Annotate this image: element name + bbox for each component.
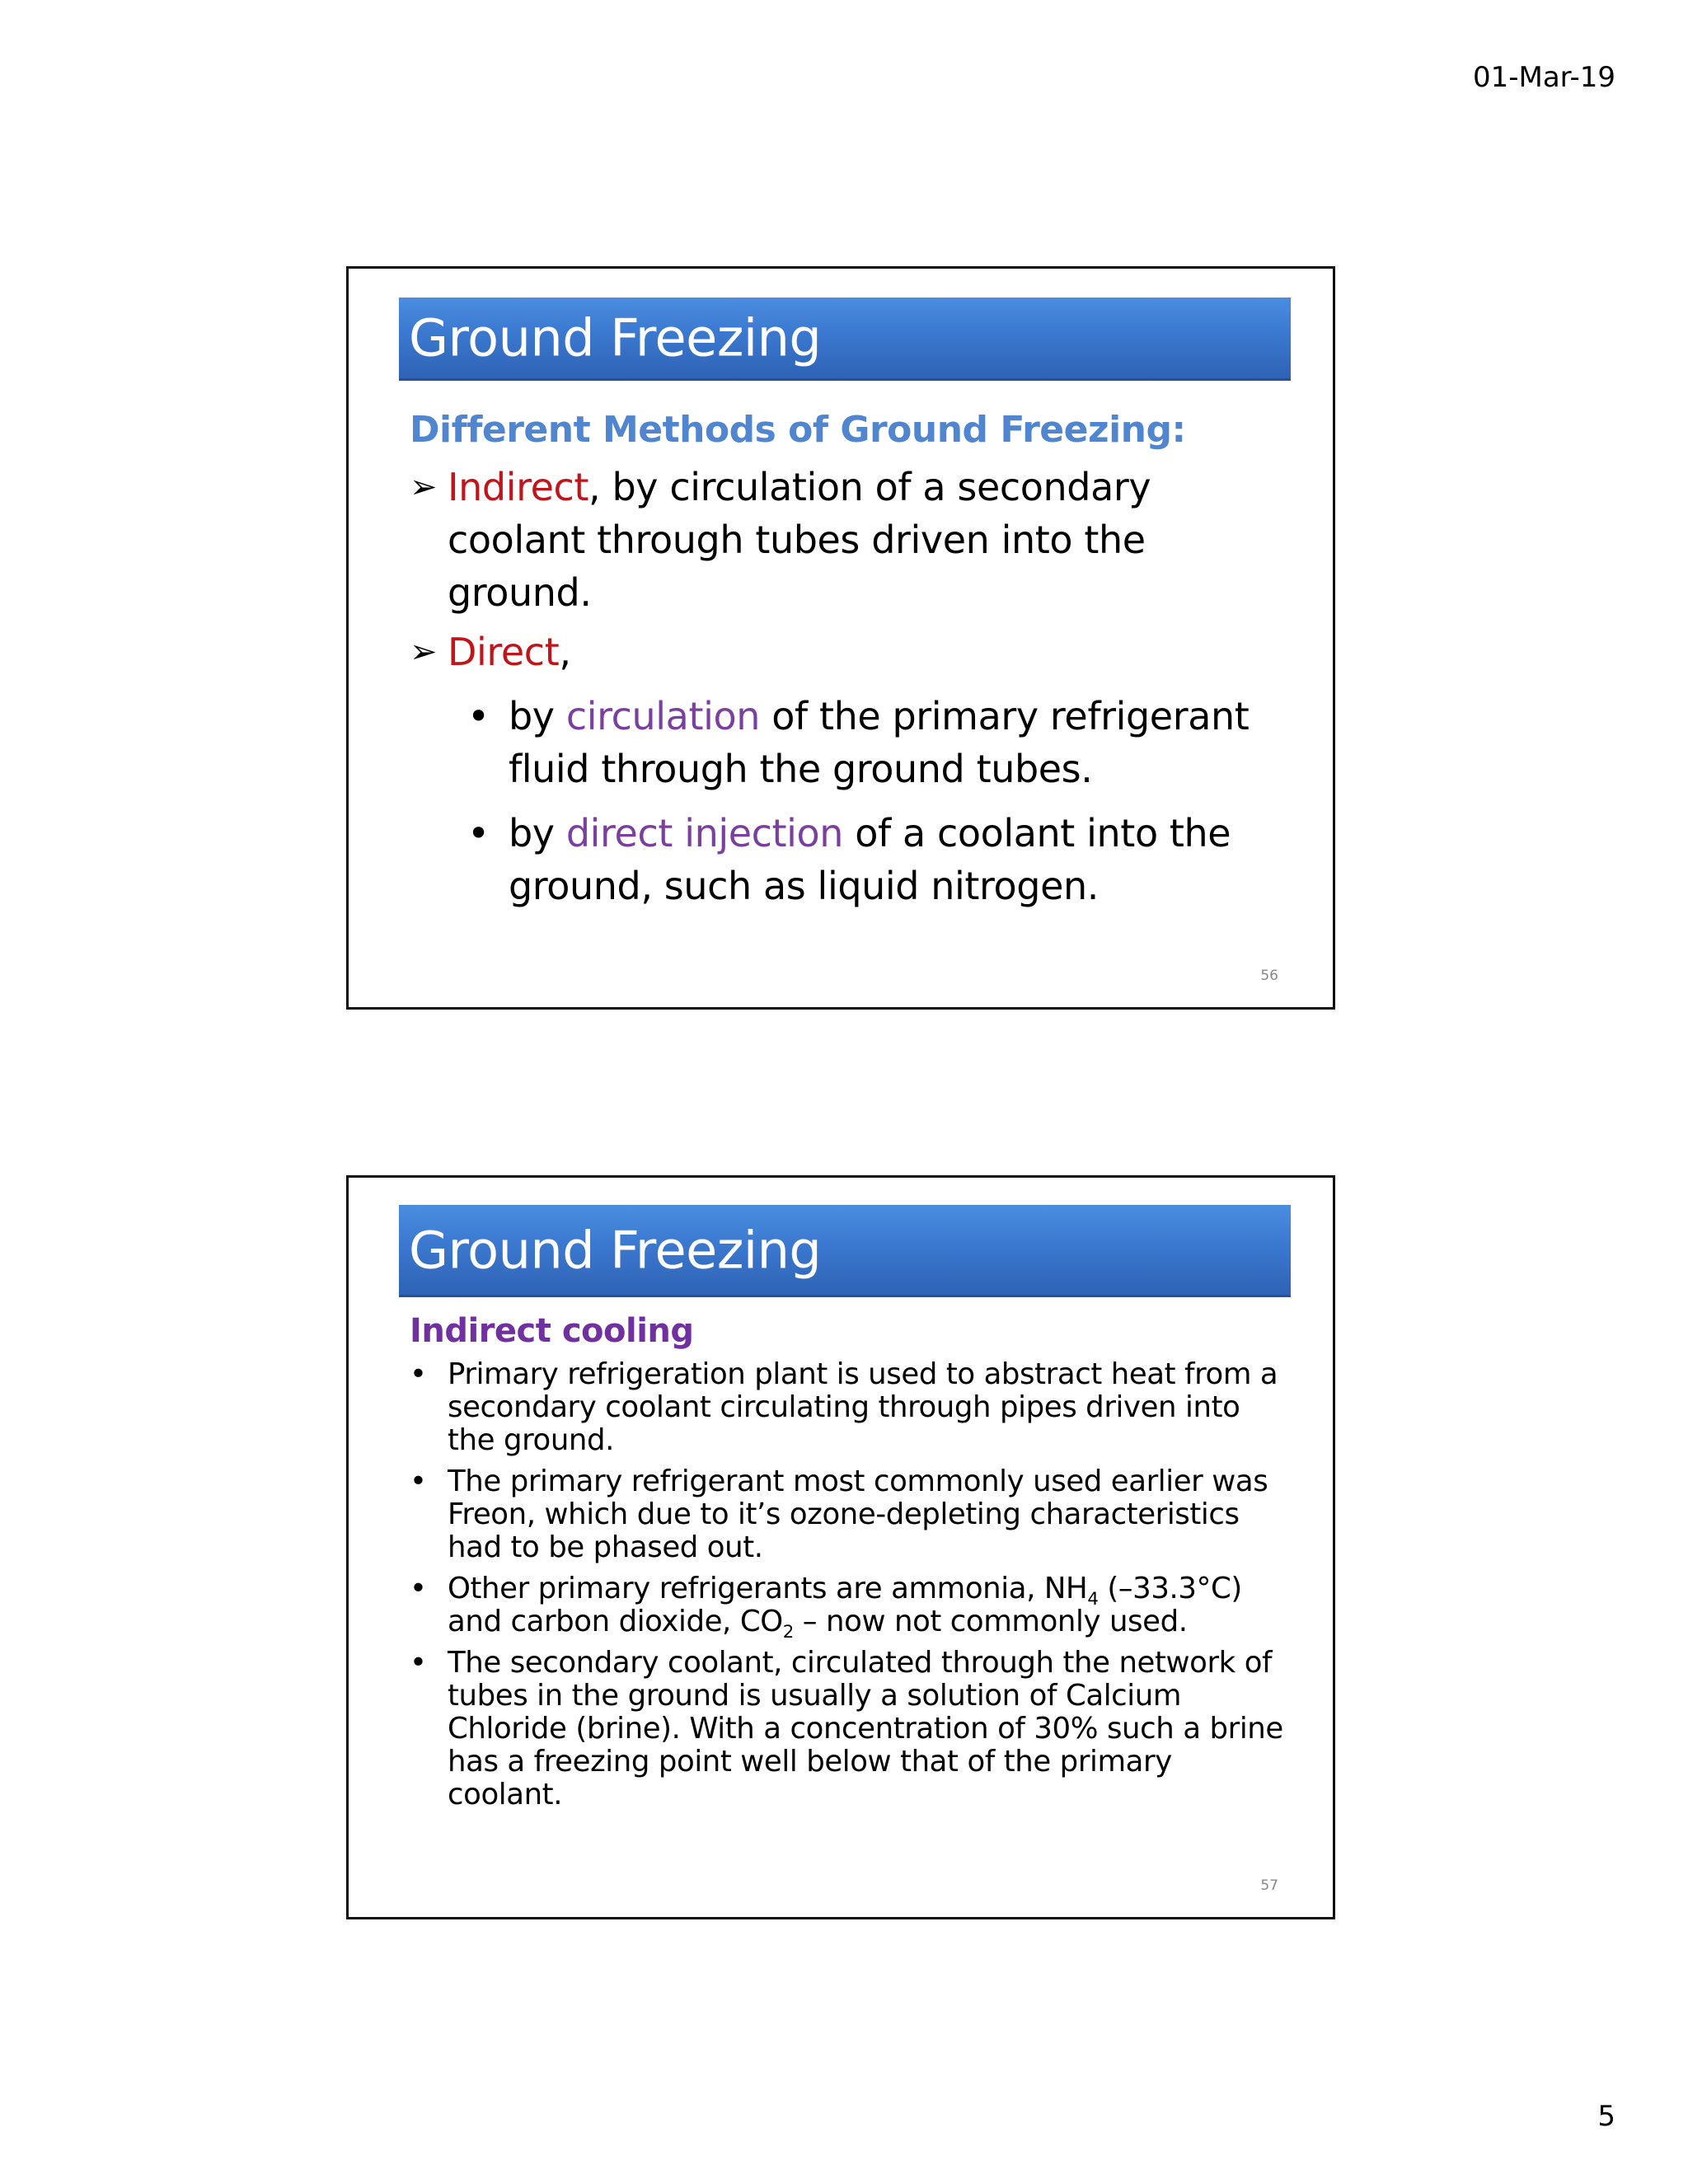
bullet-item [410,1572,1283,1643]
item-text: , [559,630,571,674]
keyword-direct-injection: direct injection [565,811,844,855]
bullet-text: – now not commonly used. [793,1605,1188,1638]
slide-content [410,409,1283,912]
bullet-text: Primary refrigeration plant is used to abstract heat from a secondary coolant circulating through pipes driven into the ground. [448,1357,1278,1457]
sub-item-text: of the primary refrigerant fluid through the ground tubes. [509,694,1250,791]
dot-bullet-icon: • [410,1357,427,1391]
bullet-text: Other primary refrigerants are ammonia, NH [448,1572,1088,1605]
arrow-bullet-icon: ➢ [410,468,438,506]
slide-title-bar [399,1205,1291,1297]
keyword-circulation: circulation [565,694,760,738]
sub-item-circulation [410,690,1283,795]
keyword-indirect: Indirect [448,465,589,509]
list-item-direct [410,626,1283,678]
keyword-direct: Direct [448,630,560,674]
slide-title-bar [399,298,1291,381]
dot-bullet-icon: • [467,811,490,855]
bullet-text: The primary refrigerant most commonly used earlier was Freon, which due to it’s ozone-depleting characteristics had to be phased out. [448,1465,1268,1564]
dot-bullet-icon: • [410,1646,427,1680]
sub-item-pre: by [509,694,566,738]
bullet-item [410,1358,1283,1457]
slide-content [410,1312,1283,1811]
subscript-2: 2 [782,1622,794,1643]
slide-title: Ground Freezing [409,1220,822,1280]
slide-56 [346,266,1335,1010]
subscript-4: 4 [1087,1589,1099,1610]
dot-bullet-icon: • [410,1465,427,1498]
slide-subtitle: Different Methods of Ground Freezing: [410,409,1186,451]
dot-bullet-icon: • [410,1572,427,1605]
bullet-item [410,1647,1283,1811]
sub-item-pre: by [509,811,566,855]
header-date: 01-Mar-19 [1472,61,1615,94]
dot-bullet-icon: • [467,694,490,738]
item-text: , by circulation of a secondary coolant through tubes driven into the ground. [448,465,1151,615]
bullet-item [410,1465,1283,1564]
page-number: 5 [1597,2100,1615,2133]
slide-number: 57 [1260,1877,1278,1894]
slide-title: Ground Freezing [409,307,822,368]
bullet-text: The secondary coolant, circulated through the network of tubes in the ground is usually a solution of Calcium Chloride (brine). With a concentration of 30% such a brine has a freezing point well below that of the primary coolant. [448,1646,1283,1811]
arrow-bullet-icon: ➢ [410,633,438,671]
sub-item-text: of a coolant into the ground, such as liquid nitrogen. [509,811,1231,908]
bullet-text: (–33.3°C) and carbon dioxide, CO [448,1572,1242,1638]
slide-subtitle: Indirect cooling [410,1312,694,1350]
slide-57 [346,1175,1335,1919]
list-item-indirect [410,461,1283,619]
sub-item-direct-injection [410,807,1283,912]
slide-number: 56 [1260,968,1278,984]
